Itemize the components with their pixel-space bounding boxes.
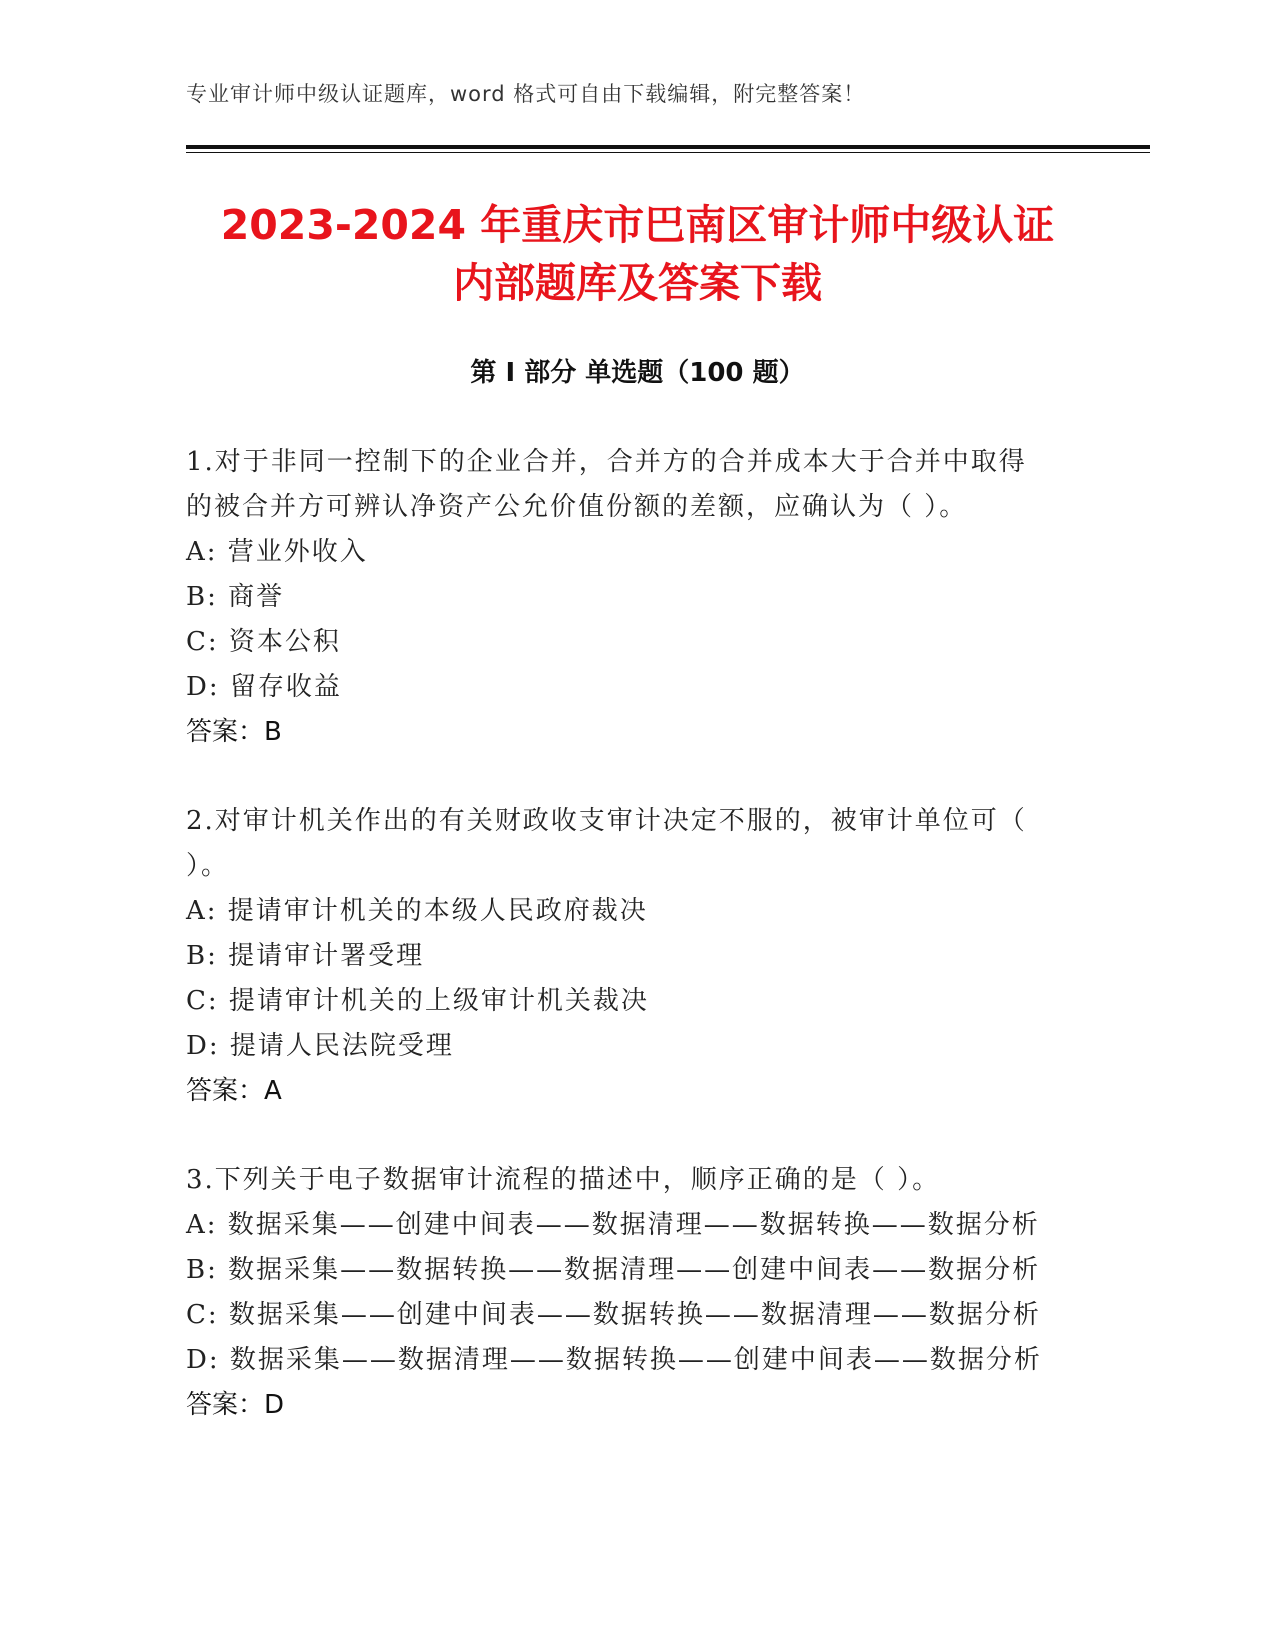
option-d: D: 提请人民法院受理 xyxy=(186,1031,454,1061)
option-a: A: 提请审计机关的本级人民政府裁决 xyxy=(186,896,648,926)
answer: 答案：B xyxy=(186,717,282,747)
option-c: C: 提请审计机关的上级审计机关裁决 xyxy=(186,986,649,1016)
header-rule-thick xyxy=(186,145,1150,149)
question-stem-line: 2.对审计机关作出的有关财政收支审计决定不服的，被审计单位可（ xyxy=(186,806,1027,836)
header-rule-thin xyxy=(186,152,1150,153)
question-stem-line: ）。 xyxy=(186,851,230,881)
option-b: B: 提请审计署受理 xyxy=(186,941,425,971)
section-heading: 第 I 部分 单选题（100 题） xyxy=(470,358,805,388)
document-title xyxy=(150,196,1125,312)
option-b: B: 商誉 xyxy=(186,582,285,612)
option-a: A: 营业外收入 xyxy=(186,537,368,567)
option-d: D: 留存收益 xyxy=(186,672,342,702)
question-2 xyxy=(186,799,1086,1114)
option-c: C: 资本公积 xyxy=(186,627,341,657)
header-note: 专业审计师中级认证题库，word 格式可自由下载编辑，附完整答案！ xyxy=(186,82,866,106)
question-1 xyxy=(186,440,1086,755)
question-stem-line: 的被合并方可辨认净资产公允价值份额的差额，应确认为（ ）。 xyxy=(186,492,968,522)
question-stem-line: 1.对于非同一控制下的企业合并，合并方的合并成本大于合并中取得 xyxy=(186,447,1027,477)
option-d: D: 数据采集——数据清理——数据转换——创建中间表——数据分析 xyxy=(186,1345,1042,1375)
option-c: C: 数据采集——创建中间表——数据转换——数据清理——数据分析 xyxy=(186,1300,1041,1330)
answer: 答案：D xyxy=(186,1390,285,1420)
question-list xyxy=(186,440,1086,1472)
option-a: A: 数据采集——创建中间表——数据清理——数据转换——数据分析 xyxy=(186,1210,1040,1240)
option-b: B: 数据采集——数据转换——数据清理——创建中间表——数据分析 xyxy=(186,1255,1041,1285)
title-line-2: 内部题库及答案下载 xyxy=(453,259,822,307)
question-3 xyxy=(186,1158,1086,1428)
title-line-1: 2023-2024 年重庆市巴南区审计师中级认证 xyxy=(220,201,1055,249)
question-stem-line: 3.下列关于电子数据审计流程的描述中，顺序正确的是（ ）。 xyxy=(186,1165,941,1195)
answer: 答案：A xyxy=(186,1076,282,1106)
